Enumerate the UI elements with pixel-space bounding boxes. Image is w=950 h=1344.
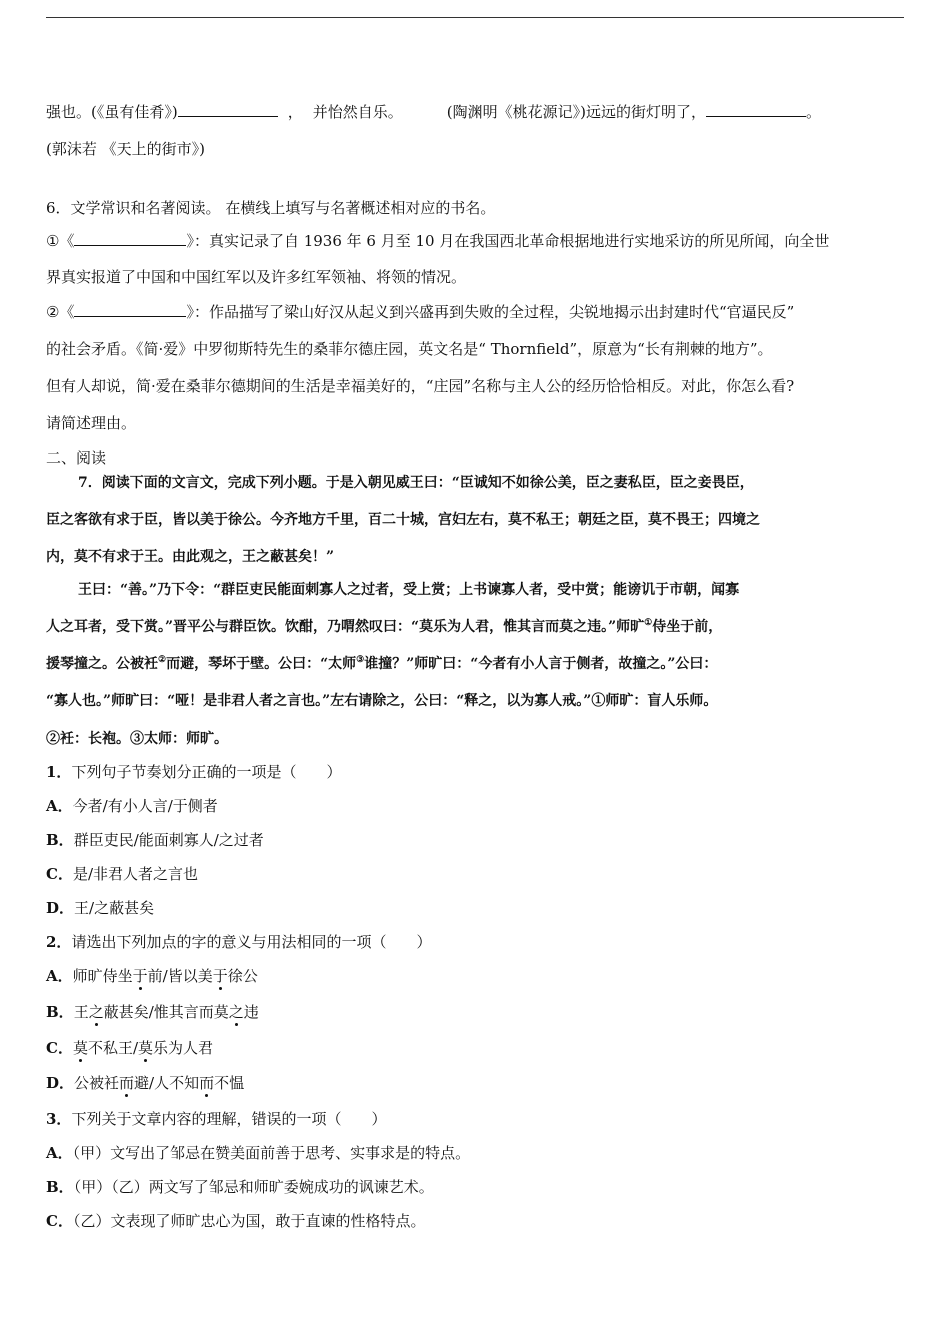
question-2-stem <box>46 932 431 952</box>
option-text: 师旷侍坐 <box>72 967 133 985</box>
q6-item-2 <box>46 302 794 322</box>
q1-option-a[interactable] <box>46 796 218 816</box>
fill-line-2: (郭沫若 《天上的街市》) <box>46 140 205 158</box>
option-label: C． <box>46 1039 73 1057</box>
option-label: C． <box>46 1212 73 1230</box>
passage-2-line-2 <box>46 617 722 637</box>
question-text: 下列关于文章内容的理解，错误的一项（ ） <box>71 1110 387 1128</box>
footnote-marker: ① <box>644 618 653 628</box>
passage-text: 而避，琴坏于壁。公曰：“太师 <box>166 656 357 672</box>
passage-1-line-1: 7．阅读下面的文言文，完成下列小题。于是入朝见威王曰：“臣诚知不如徐公美，臣之妻私臣，臣之妾畏臣， <box>78 475 754 491</box>
fill-line-1 <box>46 102 821 122</box>
footnote-marker: ③ <box>356 655 365 665</box>
q6-title: 6．文学常识和名著阅读。 在横线上填写与名著概述相对应的书名。 <box>46 199 496 217</box>
q6-item-2-line-2: 的社会矛盾。《简·爱》中罗彻斯特先生的桑菲尔德庄园，英文名是“ Thornfield”，原意为“长有荆棘的地方”。 <box>46 340 773 358</box>
q6-item-2-line-3: 但有人却说，简·爱在桑菲尔德期间的生活是幸福美好的，“庄园”名称与主人公的经历恰恰相反。对此，你怎么看? <box>46 377 795 395</box>
fill-text-e: 。 <box>805 103 821 121</box>
option-label: B． <box>46 1003 74 1021</box>
q1-option-c[interactable] <box>46 864 198 884</box>
question-text: 下列句子节奏划分正确的一项是（ ） <box>71 763 342 781</box>
dotted-char: 之 <box>228 1003 244 1021</box>
passage-2-line-4: “寡人也。”师旷曰：“哑！是非君人者之言也。”左右请除之，公曰：“释之，以为寡人戒。”①师旷：盲人乐师。 <box>46 693 718 709</box>
option-label: B． <box>46 831 74 849</box>
option-text: 不愠 <box>214 1074 245 1092</box>
q6-item-2-post: 》：作品描写了梁山好汉从起义到兴盛再到失败的全过程，尖锐地揭示出封建时代“官逼民反” <box>186 303 795 321</box>
question-3-stem <box>46 1109 386 1129</box>
option-text: 公被衽 <box>74 1074 120 1092</box>
passage-text: 侍坐于前， <box>652 619 723 635</box>
q6-item-1-pre: ①《 <box>46 232 75 250</box>
option-label: A． <box>46 967 73 985</box>
q1-option-d[interactable] <box>46 898 154 918</box>
q6-item-2-pre: ②《 <box>46 303 75 321</box>
question-number: 1． <box>46 763 72 781</box>
option-text: 王 <box>73 1003 89 1021</box>
option-text: 前/皆以美 <box>147 967 213 985</box>
passage-text: 人之耳者，受下赏。”晋平公与群臣饮。饮酣，乃喟然叹曰：“莫乐为人君，惟其言而莫之违。”师旷 <box>46 619 645 635</box>
passage-1-line-2: 臣之客欲有求于臣，皆以美于徐公。今齐地方千里，百二十城，宫妇左右，莫不私王；朝廷之臣，莫不畏王；四境之 <box>46 512 760 528</box>
fill-text-b: ， <box>287 103 303 121</box>
fill-text-c: 并怡然自乐。 <box>312 103 403 121</box>
question-number: 3． <box>46 1110 72 1128</box>
question-number: 2． <box>46 933 72 951</box>
option-text: （乙）文表现了师旷忠心为国，敢于直谏的性格特点。 <box>72 1212 426 1230</box>
option-text: 群臣吏民/能面刺寡人/之过者 <box>73 831 264 849</box>
q2-option-b[interactable] <box>46 1002 259 1022</box>
q6-item-1 <box>46 231 829 251</box>
option-text: 避/人不知 <box>134 1074 200 1092</box>
book-title-blank[interactable] <box>74 302 186 317</box>
passage-1-line-3: 内，莫不有求于王。由此观之，王之蔽甚矣！” <box>46 549 335 565</box>
header-rule <box>46 17 904 18</box>
dotted-char: 之 <box>88 1003 104 1021</box>
dotted-char: 而 <box>119 1074 135 1092</box>
option-text: 今者/有小人言/于侧者 <box>72 797 218 815</box>
option-label: A． <box>46 797 73 815</box>
q6-item-1-line-2: 界真实报道了中国和中国红军以及许多红军领袖、将领的情况。 <box>46 268 467 286</box>
footnotes: ②衽：长袍。③太师：师旷。 <box>46 731 228 747</box>
option-text: 徐公 <box>227 967 258 985</box>
question-1-stem <box>46 762 341 782</box>
option-label: D． <box>46 899 75 917</box>
q6-item-2-line-4: 请简述理由。 <box>46 414 137 432</box>
book-title-blank[interactable] <box>74 231 186 246</box>
fill-text-d: (陶渊明《桃花源记》)远远的街灯明了， <box>446 103 706 121</box>
q2-option-c[interactable] <box>46 1038 213 1058</box>
option-label: D． <box>46 1074 75 1092</box>
option-text: 是/非君人者之言也 <box>72 865 199 883</box>
question-text: 请选出下列加点的字的意义与用法相同的一项（ ） <box>71 933 432 951</box>
dotted-char: 于 <box>132 967 148 985</box>
q3-option-a[interactable] <box>46 1143 470 1163</box>
fill-text-a: 强也。(《虽有佳肴》) <box>46 103 178 121</box>
option-text: （甲）（乙）两文写了邹忌和师旷委婉成功的讽谏艺术。 <box>73 1178 434 1196</box>
q3-option-b[interactable] <box>46 1177 434 1197</box>
q3-option-c[interactable] <box>46 1211 425 1231</box>
option-text: 不私王/ <box>87 1039 139 1057</box>
option-text: 蔽甚矣/惟其言而莫 <box>103 1003 229 1021</box>
passage-2-line-3 <box>46 654 717 674</box>
dotted-char: 于 <box>212 967 228 985</box>
q6-item-1-post: 》：真实记录了自 1936 年 6 月至 10 月在我国西北革命根据地进行实地采访的所见所闻，向全世 <box>186 232 830 250</box>
option-label: C． <box>46 865 73 883</box>
q2-option-a[interactable] <box>46 966 258 986</box>
dotted-char: 而 <box>199 1074 215 1092</box>
option-text: 王/之蔽甚矣 <box>74 899 155 917</box>
passage-2-line-1: 王曰：“善。”乃下令：“群臣吏民能面刺寡人之过者，受上赏；上书谏寡人者，受中赏；能谤讥于市朝，闻寡 <box>78 582 740 598</box>
option-text: （甲）文写出了邹忌在赞美面前善于思考、实事求是的特点。 <box>72 1144 471 1162</box>
option-label: B． <box>46 1178 74 1196</box>
q1-option-b[interactable] <box>46 830 264 850</box>
dotted-char: 莫 <box>72 1039 88 1057</box>
option-text: 违 <box>243 1003 259 1021</box>
q2-option-d[interactable] <box>46 1073 244 1093</box>
passage-text: 援琴撞之。公被衽 <box>46 656 158 672</box>
option-text: 乐为人君 <box>153 1039 214 1057</box>
footnote-marker: ② <box>158 655 167 665</box>
section-heading: 二、阅读 <box>46 449 107 467</box>
dotted-char: 莫 <box>138 1039 154 1057</box>
answer-blank[interactable] <box>178 102 278 117</box>
option-label: A． <box>46 1144 73 1162</box>
passage-text: 谁撞？”师旷曰：“今者有小人言于侧者，故撞之。”公曰： <box>364 656 718 672</box>
answer-blank[interactable] <box>706 102 806 117</box>
